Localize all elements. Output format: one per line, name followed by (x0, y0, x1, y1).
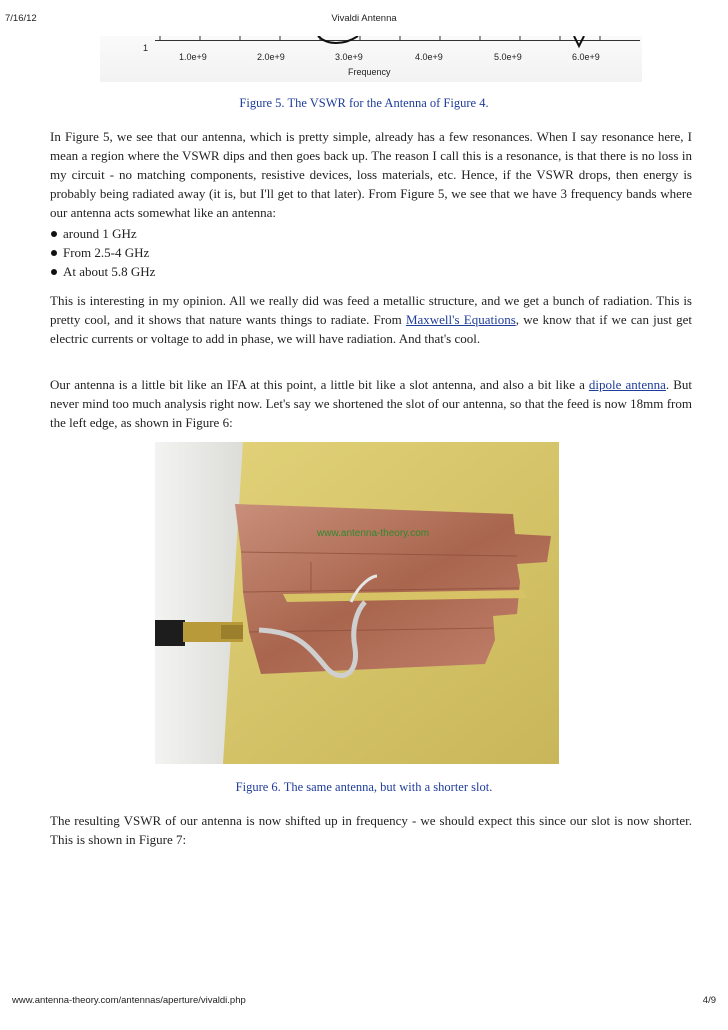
y-tick-label: 1 (143, 43, 149, 53)
x-axis-minor-ticks (160, 36, 600, 40)
x-tick-label: 6.0e+9 (572, 52, 600, 62)
list-item (50, 262, 155, 281)
paragraph-4: The resulting VSWR of our antenna is now shifted up in frequency - we should expect this since our slot is now shorter. This is shown in Figure 7: (50, 813, 692, 847)
paragraph-1: In Figure 5, we see that our antenna, which is pretty simple, already has a few resonances. When I say resonance here, I mean a region where the VSWR dips and then goes back up. The reason I call this is a resonance, is that there is no loss in my circuit - no matching components, resistive devices, loss materials, etc. Hence, if the VSWR drops, then energy is probably being radiated away (it is, but I'll get to that later). From Figure 5, we see that we have 3 frequency bands where our antenna acts somewhat like an antenna: (50, 129, 692, 220)
list-item-text: around 1 GHz (63, 226, 137, 241)
x-tick-label: 1.0e+9 (179, 52, 207, 62)
antenna-photo-drawing (155, 442, 559, 764)
chart-svg (100, 36, 642, 82)
figure6-antenna-photo (155, 442, 559, 764)
coax-jacket (155, 620, 185, 646)
x-tick-label: 2.0e+9 (257, 52, 285, 62)
footer-url: www.antenna-theory.com/antennas/aperture/vivaldi.php (12, 995, 246, 1006)
paragraph-2 (50, 291, 692, 348)
list-item-text: From 2.5-4 GHz (63, 245, 150, 260)
list-item-text: At about 5.8 GHz (63, 264, 156, 279)
bullet-icon (51, 250, 57, 256)
figure6-caption: Figure 6. The same antenna, but with a shorter slot. (235, 780, 493, 794)
resonance-list (50, 224, 155, 281)
list-item (50, 243, 155, 262)
vswr-curve-3ghz (318, 36, 358, 43)
list-item (50, 224, 155, 243)
page-header-title: Vivaldi Antenna (331, 13, 397, 24)
paragraph-3 (50, 375, 692, 432)
x-tick-label: 4.0e+9 (415, 52, 443, 62)
paragraph-3-text: Our antenna is a little bit like an IFA at this point, a little bit like a slot antenna, and also a bit like a (50, 377, 589, 392)
bullet-icon (51, 231, 57, 237)
paragraph-2-text-end: , we know that if we can just get electric currents or voltage to add in phase, we will have radiation. And that's cool. (50, 312, 693, 346)
page-number: 4/9 (702, 995, 716, 1006)
bullet-icon (51, 269, 57, 275)
paragraph-3-text-end: . But never mind too much analysis right now. Let's say we shortened the slot of our antenna, so that the feed is now 18mm from the left edge, as shown in Figure 6: (50, 377, 692, 430)
photo-watermark: www.antenna-theory.com (317, 528, 430, 539)
figure5-vswr-chart (100, 36, 642, 82)
figure5-caption: Figure 5. The VSWR for the Antenna of Figure 4. (239, 96, 489, 110)
x-axis-label: Frequency (348, 67, 391, 77)
sma-nut (221, 625, 243, 639)
dipole-antenna-link[interactable]: dipole antenna (588, 377, 666, 392)
x-tick-label: 3.0e+9 (335, 52, 363, 62)
maxwells-equations-link[interactable]: Maxwell's Equations (405, 312, 516, 327)
print-date: 7/16/12 (5, 13, 37, 24)
x-tick-label: 5.0e+9 (494, 52, 522, 62)
paragraph-2-text: This is interesting in my opinion. All we really did was feed a metallic structure, and we get a bunch of radiation. This is pretty cool, and it shows that nature wants things to radiate. From (50, 293, 692, 327)
